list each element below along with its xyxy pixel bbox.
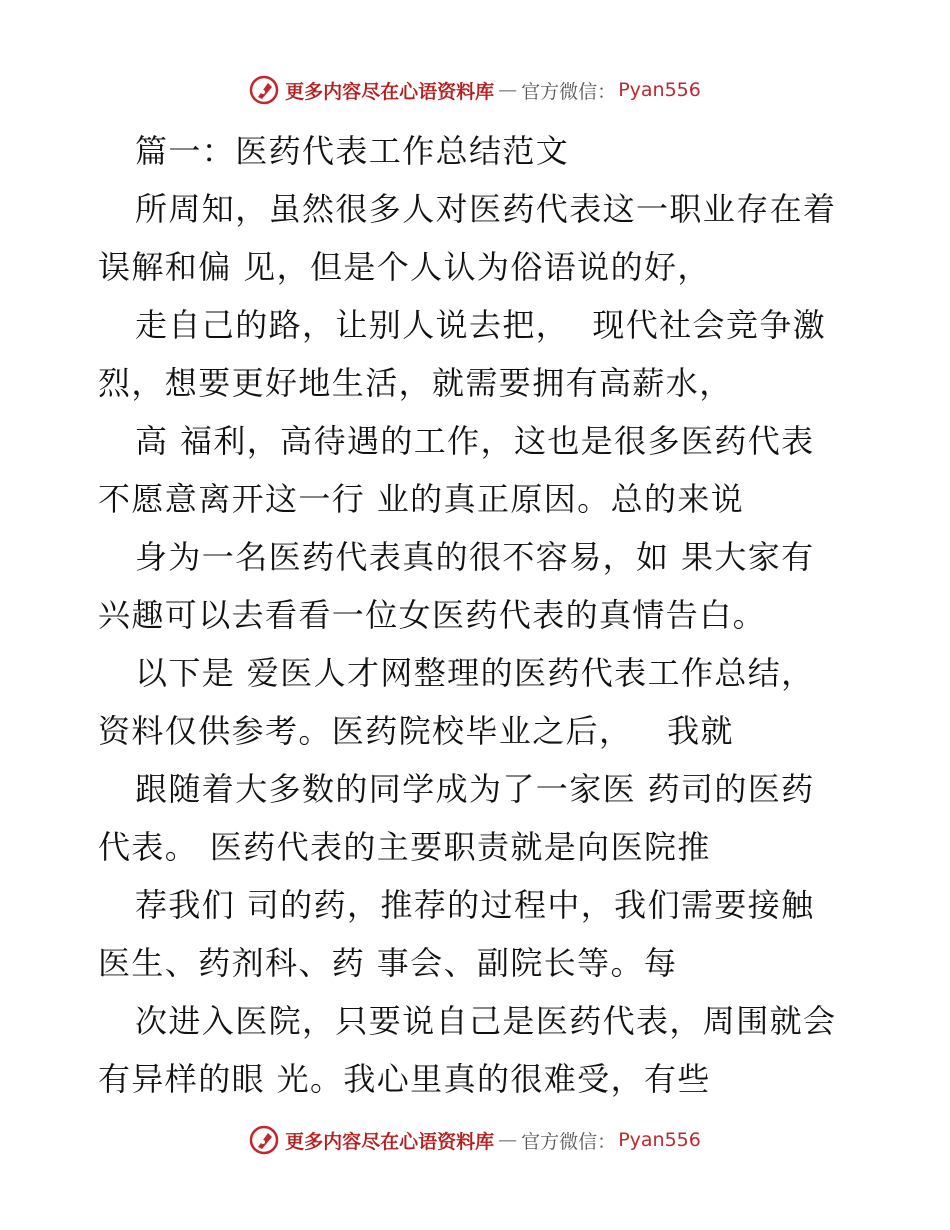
library-text: 更多内容尽在心语资料库 [285, 80, 495, 103]
library-text: 更多内容尽在心语资料库 [285, 1130, 495, 1153]
wechat-label: 官方微信： [521, 1130, 617, 1153]
text-line: 烈，想要更好地生活，就需要拥有高薪水， [98, 364, 733, 402]
text-line: 荐我们 司的药，推荐的过程中，我们需要接触 [135, 886, 815, 924]
paragraph-lines [98, 180, 858, 1108]
text-line: 兴趣可以去看看一位女医药代表的真情告白。 [98, 596, 767, 634]
text-line: 走自己的路，让别人说去把， 现代社会竞争激 [135, 306, 827, 344]
document-title: 篇一：医药代表工作总结范文 [135, 132, 570, 170]
banner-separator: — [498, 79, 518, 101]
document-body [98, 122, 858, 1108]
pen-nib-logo-icon [249, 75, 279, 105]
banner-separator: — [498, 1129, 518, 1151]
text-line: 医生、药剂科、药 事会、副院长等。每 [98, 944, 678, 982]
wechat-id: Pyan556 [618, 79, 701, 101]
text-line: 高 福利，高待遇的工作，这也是很多医药代表 [135, 422, 815, 460]
text-line: 有异样的眼 光。我心里真的很难受，有些 [98, 1060, 711, 1098]
text-line: 代表。 医药代表的主要职责就是向医院推 [98, 828, 711, 866]
wechat-id: Pyan556 [618, 1129, 701, 1151]
wechat-label: 官方微信： [521, 80, 617, 103]
pen-nib-logo-icon [249, 1125, 279, 1155]
text-line: 跟随着大多数的同学成为了一家医 药司的医药 [135, 770, 815, 808]
text-line: 资料仅供参考。医药院校毕业之后， 我就 [98, 712, 734, 750]
text-line: 次进入医院，只要说自己是医药代表，周围就会 [135, 1002, 837, 1040]
text-line: 不愿意离开这一行 业的真正原因。总的来说 [98, 480, 745, 518]
text-line: 身为一名医药代表真的很不容易，如 果大家有 [135, 538, 815, 576]
text-line: 以下是 爱医人才网整理的医药代表工作总结， [135, 654, 815, 692]
text-line: 所周知，虽然很多人对医药代表这一职业存在着 [135, 190, 837, 228]
text-line: 误解和偏 见，但是个人认为俗语说的好， [98, 248, 711, 286]
header-banner [0, 70, 950, 110]
footer-banner [0, 1120, 950, 1160]
